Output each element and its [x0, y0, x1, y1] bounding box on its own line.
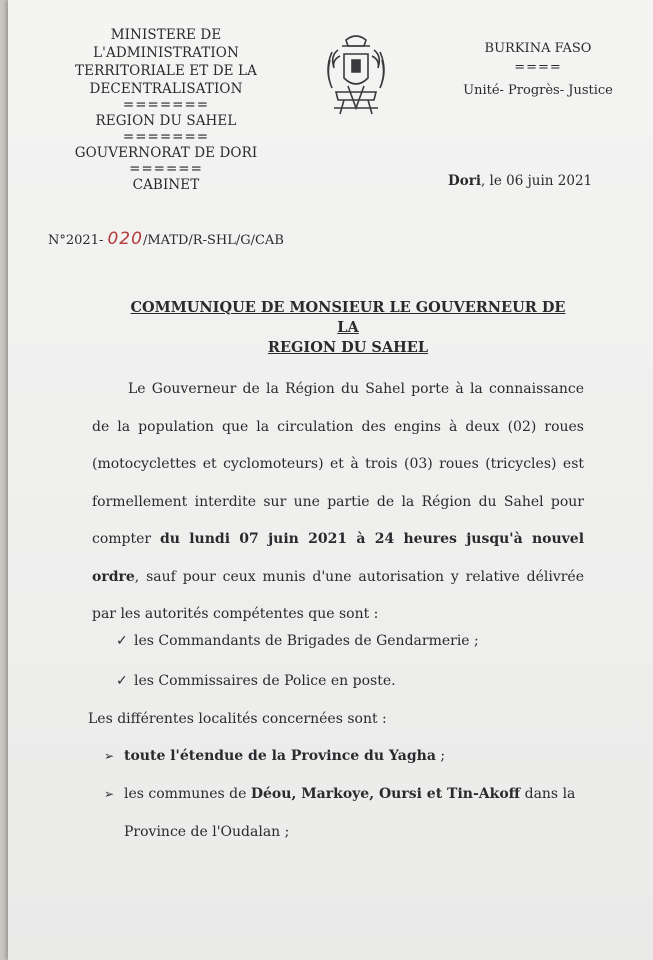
locality-bold: toute l'étendue de la Province du Yagha — [124, 748, 436, 764]
separator: ====== — [129, 161, 203, 177]
locality-mid: dans la — [520, 786, 576, 802]
reference-handwritten-number: 020 — [107, 229, 143, 249]
arrow-bullet-icon: ➢ — [104, 787, 115, 801]
ministry-line-3: DECENTRALISATION — [89, 81, 243, 97]
separator: ======= — [122, 97, 210, 113]
locality-item — [104, 786, 604, 802]
locality-item-continued: Province de l'Oudalan ; — [124, 824, 290, 840]
coat-of-arms-emblem — [318, 30, 394, 120]
checkmark-icon: ✓ — [116, 673, 128, 689]
localities-intro: Les différentes localités concernées sont : — [88, 711, 387, 727]
separator: ======= — [122, 129, 210, 145]
date-text: , le 06 juin 2021 — [480, 173, 593, 189]
authority-item — [116, 633, 479, 649]
date-place: Dori — [448, 173, 481, 189]
ministry-line-1: MINISTERE DE L'ADMINISTRATION — [93, 27, 239, 61]
reference-number — [48, 229, 284, 249]
checkmark-icon: ✓ — [116, 633, 128, 649]
document-page — [8, 0, 653, 960]
cabinet-label: CABINET — [132, 177, 200, 193]
locality-start: les communes de — [124, 786, 251, 802]
country-header — [438, 40, 638, 100]
locality-communes: Déou, Markoye, Oursi et Tin-Akoff — [250, 786, 521, 802]
national-motto: Unité- Progrès- Justice — [463, 83, 613, 98]
title-line-2: REGION DU SAHEL — [267, 339, 429, 356]
arrow-bullet-icon: ➢ — [104, 749, 115, 763]
gouvernorat-name: GOUVERNORAT DE DORI — [74, 145, 258, 161]
locality-end: ; — [435, 748, 446, 764]
reference-prefix: N°2021- — [48, 233, 108, 248]
locality-item — [104, 748, 604, 764]
communique-body — [92, 371, 584, 634]
authority-item — [116, 673, 396, 689]
date-line — [448, 173, 592, 189]
country-name: BURKINA FASO — [484, 41, 592, 56]
separator: ==== — [514, 60, 562, 75]
region-name: REGION DU SAHEL — [95, 113, 237, 129]
title-line-1: COMMUNIQUE DE MONSIEUR LE GOUVERNEUR DE LA — [130, 299, 566, 336]
body-paragraph: Le Gouverneur de la Région du Sahel porte à la connaissance de la population que la circulation des engins à deux (02) roues (motocyclettes et cyclomoteurs) et à trois (03) roues (tricycles) est formellement interdite sur une partie de la Région du Sahel pour compter — [92, 381, 584, 547]
reference-suffix: /MATD/R-SHL/G/CAB — [142, 233, 284, 248]
authority-text: les Commissaires de Police en poste. — [134, 673, 396, 689]
ministry-header — [36, 26, 296, 194]
body-paragraph-end: , sauf pour ceux munis d'une autorisation y relative délivrée par les autorités compétentes que sont : — [92, 568, 584, 622]
communique-title — [118, 298, 578, 358]
authority-text: les Commandants de Brigades de Gendarmerie ; — [134, 633, 479, 649]
body-bold-period: du lundi 07 juin 2021 à 24 heures jusqu'à nouvel ordre — [92, 531, 585, 585]
ministry-line-2: TERRITORIALE ET DE LA — [75, 63, 257, 79]
